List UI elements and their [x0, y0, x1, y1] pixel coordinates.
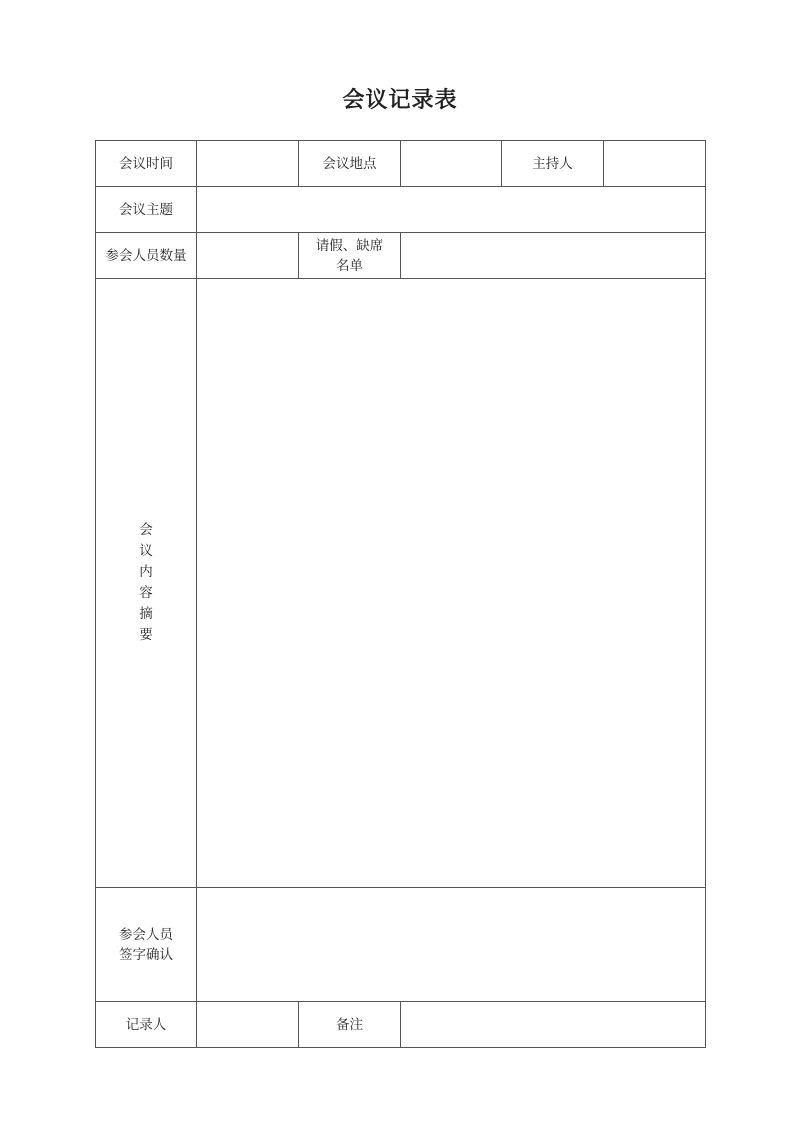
- summary-label-char: 容: [139, 585, 153, 601]
- meeting-record-table: [95, 140, 706, 1048]
- host-label: 主持人: [502, 141, 604, 187]
- summary-label-char: 摘: [139, 606, 153, 622]
- remark-field[interactable]: [401, 1002, 706, 1048]
- meeting-place-field[interactable]: [401, 141, 502, 187]
- page-title: 会议记录表: [342, 87, 458, 113]
- meeting-topic-field[interactable]: [197, 187, 706, 233]
- meeting-summary-field[interactable]: [197, 279, 706, 888]
- attendee-signature-field[interactable]: [197, 888, 706, 1002]
- absent-list-label-line2: 名单: [336, 257, 363, 274]
- table-row: [96, 141, 706, 187]
- meeting-time-field[interactable]: [197, 141, 299, 187]
- meeting-time-label: 会议时间: [96, 141, 197, 187]
- meeting-summary-label: [96, 279, 197, 888]
- signature-label-line2: 签字确认: [119, 946, 173, 963]
- summary-label-char: 要: [139, 627, 153, 643]
- table-row: [96, 888, 706, 1002]
- absent-list-field[interactable]: [401, 233, 706, 279]
- absent-list-label-line1: 请假、缺席: [315, 237, 384, 254]
- summary-label-char: 会: [139, 522, 153, 538]
- summary-label-char: 内: [139, 564, 153, 580]
- meeting-topic-label: 会议主题: [96, 187, 197, 233]
- table-row: [96, 279, 706, 888]
- signature-label-line1: 参会人员: [119, 926, 173, 943]
- meeting-place-label: 会议地点: [299, 141, 401, 187]
- recorder-field[interactable]: [197, 1002, 299, 1048]
- table-row: [96, 1002, 706, 1048]
- attendee-count-label: 参会人员数量: [96, 233, 197, 279]
- attendee-count-field[interactable]: [197, 233, 299, 279]
- remark-label: 备注: [299, 1002, 401, 1048]
- table-row: [96, 233, 706, 279]
- recorder-label: 记录人: [96, 1002, 197, 1048]
- summary-label-char: 议: [139, 543, 153, 559]
- absent-list-label: [299, 233, 401, 279]
- host-field[interactable]: [604, 141, 706, 187]
- table-row: [96, 187, 706, 233]
- attendee-signature-label: [96, 888, 197, 1002]
